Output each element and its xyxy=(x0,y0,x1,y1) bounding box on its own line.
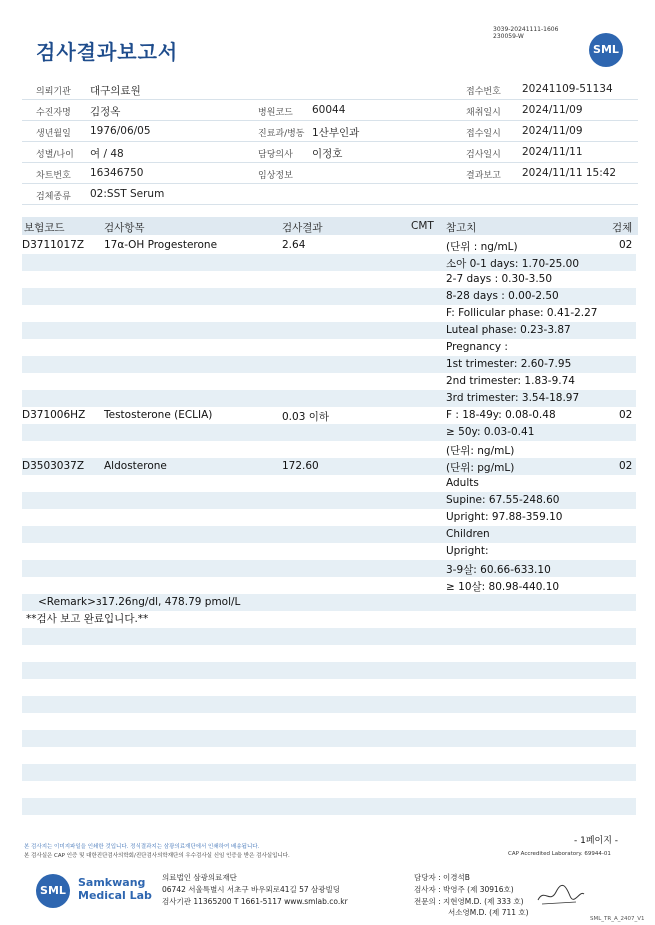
reference-line: 2-7 days : 0.30-3.50 xyxy=(446,273,553,285)
table-stripe xyxy=(22,798,636,815)
notice-2: 본 검사실은 CAP 인증 및 대한진단검사의학회/진단검사의학재단의 우수검사실 신임 인증을 받은 검사실입니다. xyxy=(24,853,290,859)
reference-line: 2nd trimester: 1.83-9.74 xyxy=(446,375,575,387)
notice-1: 본 검사지는 이미지파일을 인쇄한 것입니다. 정식결과지는 삼광의료재단에서 인쇄하여 배송됩니다. xyxy=(24,844,260,850)
col-code: 보험코드 xyxy=(24,222,65,234)
info-value: 16346750 xyxy=(90,167,144,179)
test-result: 0.03 이하 xyxy=(282,411,330,423)
reference-line: 소아 0-1 days: 1.70-25.00 xyxy=(446,258,579,270)
info-label: 진료과/병동 xyxy=(258,129,305,139)
col-item: 검사항목 xyxy=(104,222,145,234)
col-cmt: CMT xyxy=(411,220,434,232)
brand-line1: Samkwang xyxy=(78,876,146,889)
reference-line: Supine: 67.55-248.60 xyxy=(446,494,560,506)
info-row xyxy=(22,142,638,163)
info-value: 2024/11/11 xyxy=(522,146,583,158)
staff-line1: 담당자 : 이경석B xyxy=(414,873,470,882)
info-row xyxy=(22,184,638,205)
col-specimen: 검체 xyxy=(612,222,633,234)
info-label: 검체종류 xyxy=(36,192,71,202)
col-result: 검사결과 xyxy=(282,222,323,234)
info-label: 의뢰기관 xyxy=(36,87,71,97)
info-value: 2024/11/09 xyxy=(522,104,583,116)
info-label: 담당의사 xyxy=(258,150,293,160)
reference-line: Children xyxy=(446,528,490,540)
org-line1: 의료법인 삼광의료재단 xyxy=(162,873,237,882)
test-specimen: 02 xyxy=(619,409,633,421)
info-label: 접수번호 xyxy=(466,87,501,97)
info-label: 채취일시 xyxy=(466,108,501,118)
test-item: Aldosterone xyxy=(104,460,167,472)
reference-line: ≥ 10살: 80.98-440.10 xyxy=(446,581,560,593)
info-label: 결과보고 xyxy=(466,171,501,181)
reference-line: 3rd trimester: 3.54-18.97 xyxy=(446,392,580,404)
info-row xyxy=(22,79,638,100)
footer-sml-logo: SML xyxy=(36,874,70,908)
info-value: 02:SST Serum xyxy=(90,188,165,200)
doc-id-line1: 3039-20241111-1606 xyxy=(493,26,559,33)
test-item: Testosterone (ECLIA) xyxy=(104,409,213,421)
reference-line: F: Follicular phase: 0.41-2.27 xyxy=(446,307,598,319)
reference-line: Pregnancy : xyxy=(446,341,508,353)
info-label: 성별/나이 xyxy=(36,150,74,160)
test-code: D3503037Z xyxy=(22,460,85,472)
info-label: 생년월일 xyxy=(36,129,71,139)
org-line3: 검사기관 11365200 T 1661-5117 www.smlab.co.kr xyxy=(162,897,348,906)
doc-id-line2: 230059-W xyxy=(493,33,524,40)
remark: <Remark>ɜ17.26ng/dl, 478.79 pmol/L xyxy=(38,596,241,608)
reference-line: Upright: xyxy=(446,545,489,557)
info-label: 차트번호 xyxy=(36,171,71,181)
signature-image xyxy=(536,882,586,908)
page-title: 검사결과보고서 xyxy=(36,40,179,64)
staff-line4: 서소영M.D. (제 711 호) xyxy=(448,908,529,917)
staff-line3: 전문의 : 지현영M.D. (제 333 호) xyxy=(414,897,524,906)
info-value: 1산부인과 xyxy=(312,127,360,139)
brand-name xyxy=(78,876,152,902)
info-label: 검사일시 xyxy=(466,150,501,160)
col-ref: 참고치 xyxy=(446,222,477,234)
test-specimen: 02 xyxy=(619,239,633,251)
table-stripe xyxy=(22,662,636,679)
info-value: 여 / 48 xyxy=(90,148,124,160)
cap-accredited: CAP Accredited Laboratory. 69944-01 xyxy=(508,851,611,857)
info-value: 2024/11/11 15:42 xyxy=(522,167,617,179)
reference-line: ≥ 50y: 0.03-0.41 xyxy=(446,426,535,438)
table-stripe xyxy=(22,764,636,781)
report-complete: **검사 보고 완료입니다.** xyxy=(26,613,149,625)
sml-logo: SML xyxy=(589,33,623,67)
form-id: SML_TR_A_2407_V1 xyxy=(590,916,645,922)
info-value: 이정호 xyxy=(312,148,343,160)
test-result: 2.64 xyxy=(282,239,306,251)
table-stripe xyxy=(22,730,636,747)
test-item: 17α-OH Progesterone xyxy=(104,239,218,251)
table-stripe xyxy=(22,424,636,441)
info-label: 임상정보 xyxy=(258,171,293,181)
reference-line: Upright: 97.88-359.10 xyxy=(446,511,563,523)
table-stripe xyxy=(22,696,636,713)
reference-line: Luteal phase: 0.23-3.87 xyxy=(446,324,571,336)
info-value: 60044 xyxy=(312,104,346,116)
reference-line: F : 18-49y: 0.08-0.48 xyxy=(446,409,556,421)
reference-line: (단위: ng/mL) xyxy=(446,445,515,457)
info-row xyxy=(22,121,638,142)
info-value: 2024/11/09 xyxy=(522,125,583,137)
info-label: 접수일시 xyxy=(466,129,501,139)
info-row xyxy=(22,163,638,184)
page-number: - 1페이지 - xyxy=(574,836,619,846)
info-value: 대구의료원 xyxy=(90,85,141,97)
info-value: 20241109-51134 xyxy=(522,83,613,95)
info-label: 수진자명 xyxy=(36,108,71,118)
test-code: D3711017Z xyxy=(22,239,85,251)
staff-line2: 검사자 : 박영주 (제 30916호) xyxy=(414,885,514,894)
info-value: 1976/06/05 xyxy=(90,125,151,137)
doc-id xyxy=(493,26,558,40)
brand-line2: Medical Lab xyxy=(78,889,152,902)
info-row xyxy=(22,100,638,121)
results-table-header xyxy=(22,217,638,235)
test-code: D371006HZ xyxy=(22,409,86,421)
info-value: 김정옥 xyxy=(90,106,121,118)
test-result: 172.60 xyxy=(282,460,319,472)
reference-line: (단위 : ng/mL) xyxy=(446,241,518,253)
test-specimen: 02 xyxy=(619,460,633,472)
org-line2: 06742 서울특별시 서초구 바우뫼로41길 57 삼광빌딩 xyxy=(162,885,341,894)
reference-line: 1st trimester: 2.60-7.95 xyxy=(446,358,572,370)
reference-line: (단위: pg/mL) xyxy=(446,462,515,474)
reference-line: 3-9살: 60.66-633.10 xyxy=(446,564,551,576)
reference-line: 8-28 days : 0.00-2.50 xyxy=(446,290,559,302)
table-stripe xyxy=(22,526,636,543)
info-label: 병원코드 xyxy=(258,108,293,118)
table-stripe xyxy=(22,628,636,645)
reference-line: Adults xyxy=(446,477,479,489)
